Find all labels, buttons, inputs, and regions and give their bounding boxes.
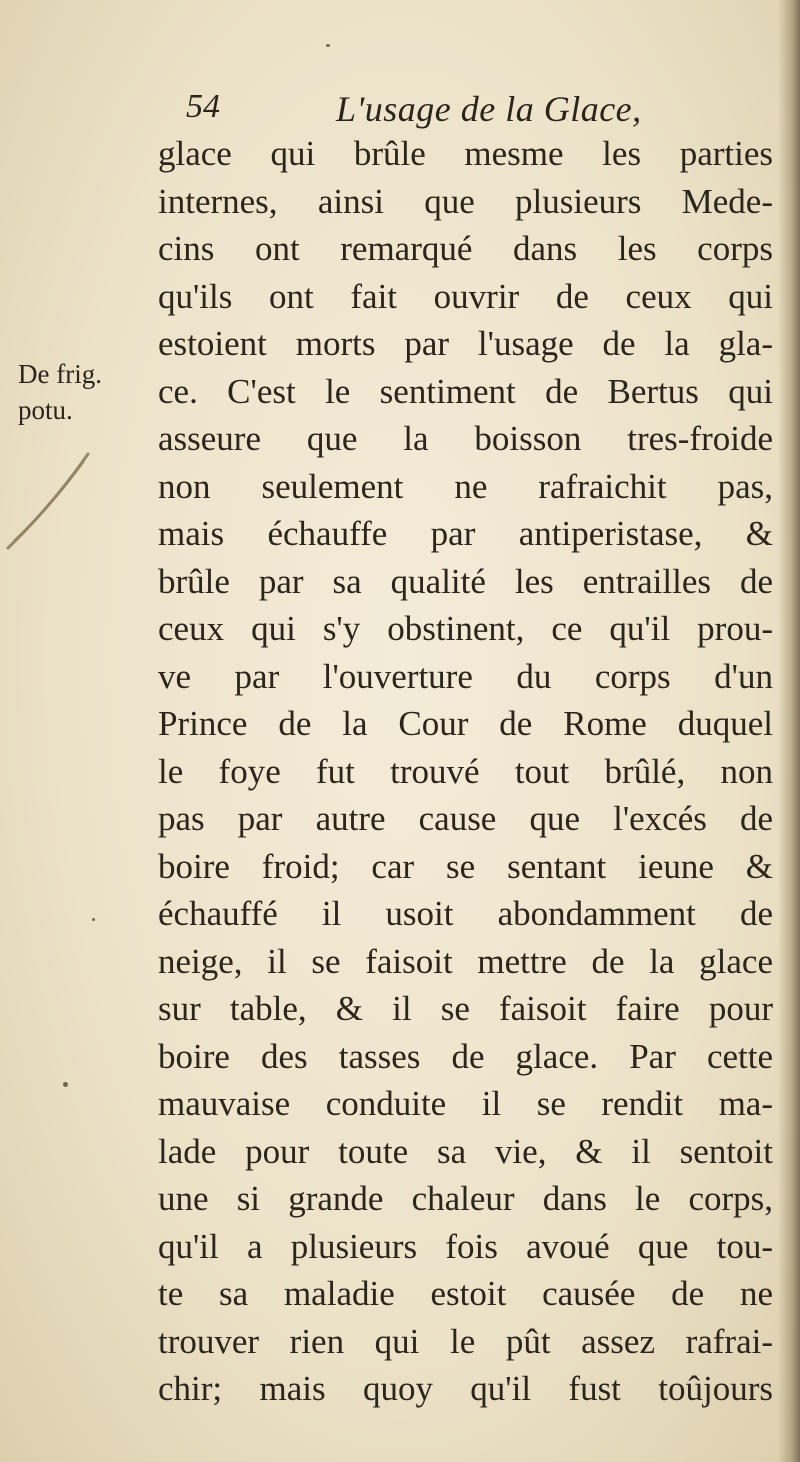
text-line: qu'il a plusieurs fois avoué que tou-: [158, 1226, 773, 1266]
text-line: qu'ils ont fait ouvrir de ceux qui: [158, 276, 773, 316]
running-title: L'usage de la Glace,: [336, 89, 642, 129]
text-line: glace qui brûle mesme les parties: [158, 134, 773, 173]
text-line: une si grande chaleur dans le corps,: [158, 1179, 773, 1218]
page-gutter-edge: [778, 0, 800, 1462]
text-line: ce. C'est le sentiment de Bertus qui: [158, 371, 773, 411]
text-line: neige, il se faisoit mettre de la glace: [158, 941, 773, 981]
paper-speck: [63, 1082, 68, 1087]
text-line: te sa maladie estoit causée de ne: [158, 1274, 773, 1313]
text-line: lade pour toute sa vie, & il sentoit: [158, 1131, 773, 1171]
text-line: mais échauffe par antiperistase, &: [158, 514, 773, 553]
text-line: le foye fut trouvé tout brûlé, non: [158, 751, 773, 791]
marginal-note-line: De frig.: [18, 359, 102, 389]
text-line: mauvaise conduite il se rendit ma-: [158, 1084, 773, 1123]
text-line: non seulement ne rafraichit pas,: [158, 466, 773, 506]
text-line: ve par l'ouverture du corps d'un: [158, 656, 773, 696]
body-text: [158, 130, 773, 1413]
text-line: brûle par sa qualité les entrailles de: [158, 561, 773, 601]
paper-speck: [326, 44, 330, 47]
marginal-note: [18, 356, 158, 428]
text-line: boire froid; car se sentant ieune &: [158, 846, 773, 886]
text-line: pas par autre cause que l'excés de: [158, 799, 773, 838]
paper-speck: [92, 918, 95, 921]
text-line: chir; mais quoy qu'il fust toûjours: [158, 1369, 773, 1408]
text-line: Prince de la Cour de Rome duquel: [158, 704, 773, 743]
page-number: 54: [186, 88, 220, 125]
pen-stroke-mark: [0, 440, 110, 560]
text-line: cins ont remarqué dans les corps: [158, 229, 773, 268]
text-line: échauffé il usoit abondamment de: [158, 894, 773, 933]
text-line: internes, ainsi que plusieurs Mede-: [158, 181, 773, 221]
text-line: asseure que la boisson tres-froide: [158, 419, 773, 458]
text-line: sur table, & il se faisoit faire pour: [158, 989, 773, 1028]
text-line: trouver rien qui le pût assez rafrai-: [158, 1321, 773, 1361]
text-line: estoient morts par l'usage de la gla-: [158, 324, 773, 363]
text-line: ceux qui s'y obstinent, ce qu'il prou-: [158, 609, 773, 648]
text-line: boire des tasses de glace. Par cette: [158, 1036, 773, 1076]
marginal-note-line: potu.: [18, 395, 73, 425]
